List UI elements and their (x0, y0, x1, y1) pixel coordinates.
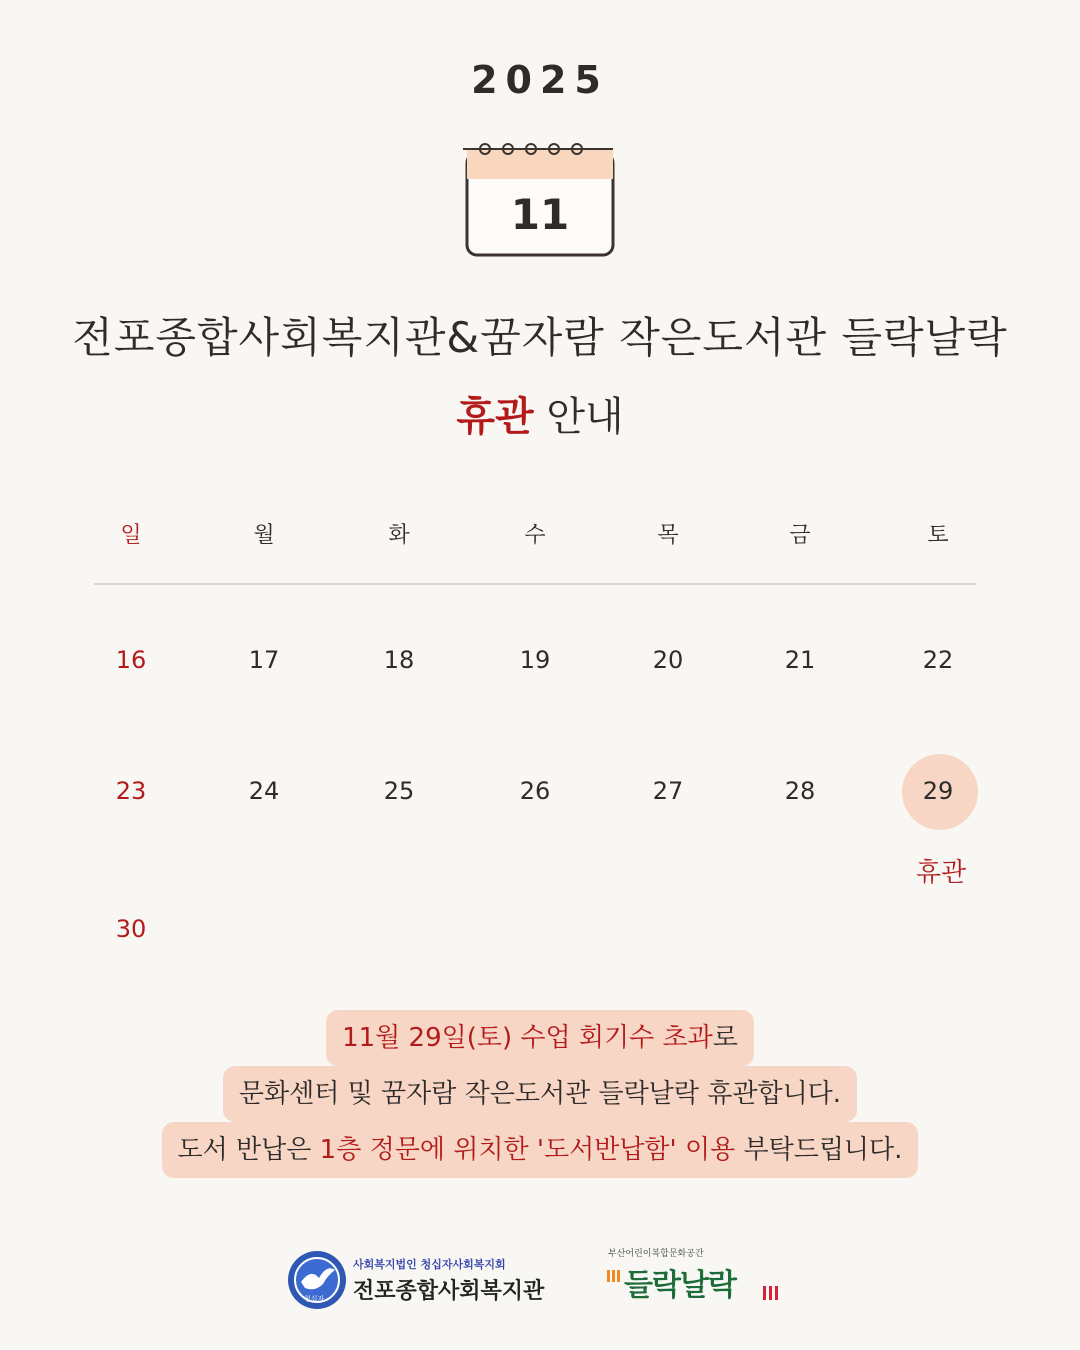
notice-box-1 (326, 1010, 754, 1066)
notice-box-3 (162, 1122, 919, 1178)
welfare-org-name: 사회복지법인 청십자사회복지회 (353, 1258, 506, 1271)
date-cell-26: 26 (519, 777, 551, 805)
year-label: 2025 (471, 58, 609, 102)
weekday-0: 일 (120, 523, 142, 548)
date-cell-27: 27 (652, 777, 684, 805)
page-title: 전포종합사회복지관&꿈자람 작은도서관 들락날락 (72, 313, 1008, 362)
date-cell-16: 16 (115, 646, 147, 674)
notice-box-2: 문화센터 및 꿈자람 작은도서관 들락날락 휴관합니다. (223, 1066, 857, 1122)
calendar-divider (94, 583, 976, 585)
seal-text: 청십자 (304, 1295, 325, 1303)
red-bars-icon (762, 1286, 782, 1300)
notice-line1-red: 11월 29일(토) 수업 회기수 초과 (342, 1023, 713, 1053)
deullak-tagline: 부산어린이복합문화공간 (608, 1249, 704, 1259)
deullak-logo (606, 1246, 796, 1316)
date-cell-17: 17 (248, 646, 280, 674)
notice-line3-b: 부탁드립니다. (735, 1135, 903, 1165)
weekday-5: 금 (789, 523, 811, 548)
date-cell-18: 18 (383, 646, 415, 674)
date-cell-22: 22 (922, 646, 954, 674)
weekday-4: 목 (657, 523, 679, 548)
notice-line1-rest: 로 (712, 1023, 738, 1053)
date-cell-28: 28 (784, 777, 816, 805)
date-cell-19: 19 (519, 646, 551, 674)
closed-word: 휴관 (456, 394, 534, 440)
weekday-1: 월 (253, 523, 275, 548)
date-cell-23: 23 (115, 777, 147, 805)
month-number: 11 (510, 190, 570, 239)
notice-line-3 (0, 1122, 1080, 1178)
notice-line3-a: 도서 반납은 (177, 1135, 320, 1165)
welfare-center-logo (287, 1250, 587, 1310)
date-cell-24: 24 (248, 777, 280, 805)
weekday-6: 토 (927, 523, 949, 548)
date-cell-20: 20 (652, 646, 684, 674)
welfare-center-name: 전포종합사회복지관 (353, 1279, 545, 1304)
notice-word: 안내 (546, 394, 624, 440)
date-cell-25: 25 (383, 777, 415, 805)
closed-date-label: 휴관 (915, 858, 967, 888)
deullak-wordmark: 들락날락 (624, 1268, 736, 1303)
weekday-2: 화 (388, 523, 410, 548)
date-cell-29: 29 (922, 777, 954, 805)
date-cell-30: 30 (115, 915, 147, 943)
notice-line-2 (0, 1066, 1080, 1122)
weekday-3: 수 (524, 523, 546, 548)
page-subtitle (0, 385, 1080, 442)
notice-line3-red: 1층 정문에 위치한 '도서반납함' 이용 (319, 1135, 736, 1165)
orange-bars-icon (606, 1270, 622, 1282)
date-cell-21: 21 (784, 646, 816, 674)
notice-line-1 (0, 1010, 1080, 1066)
